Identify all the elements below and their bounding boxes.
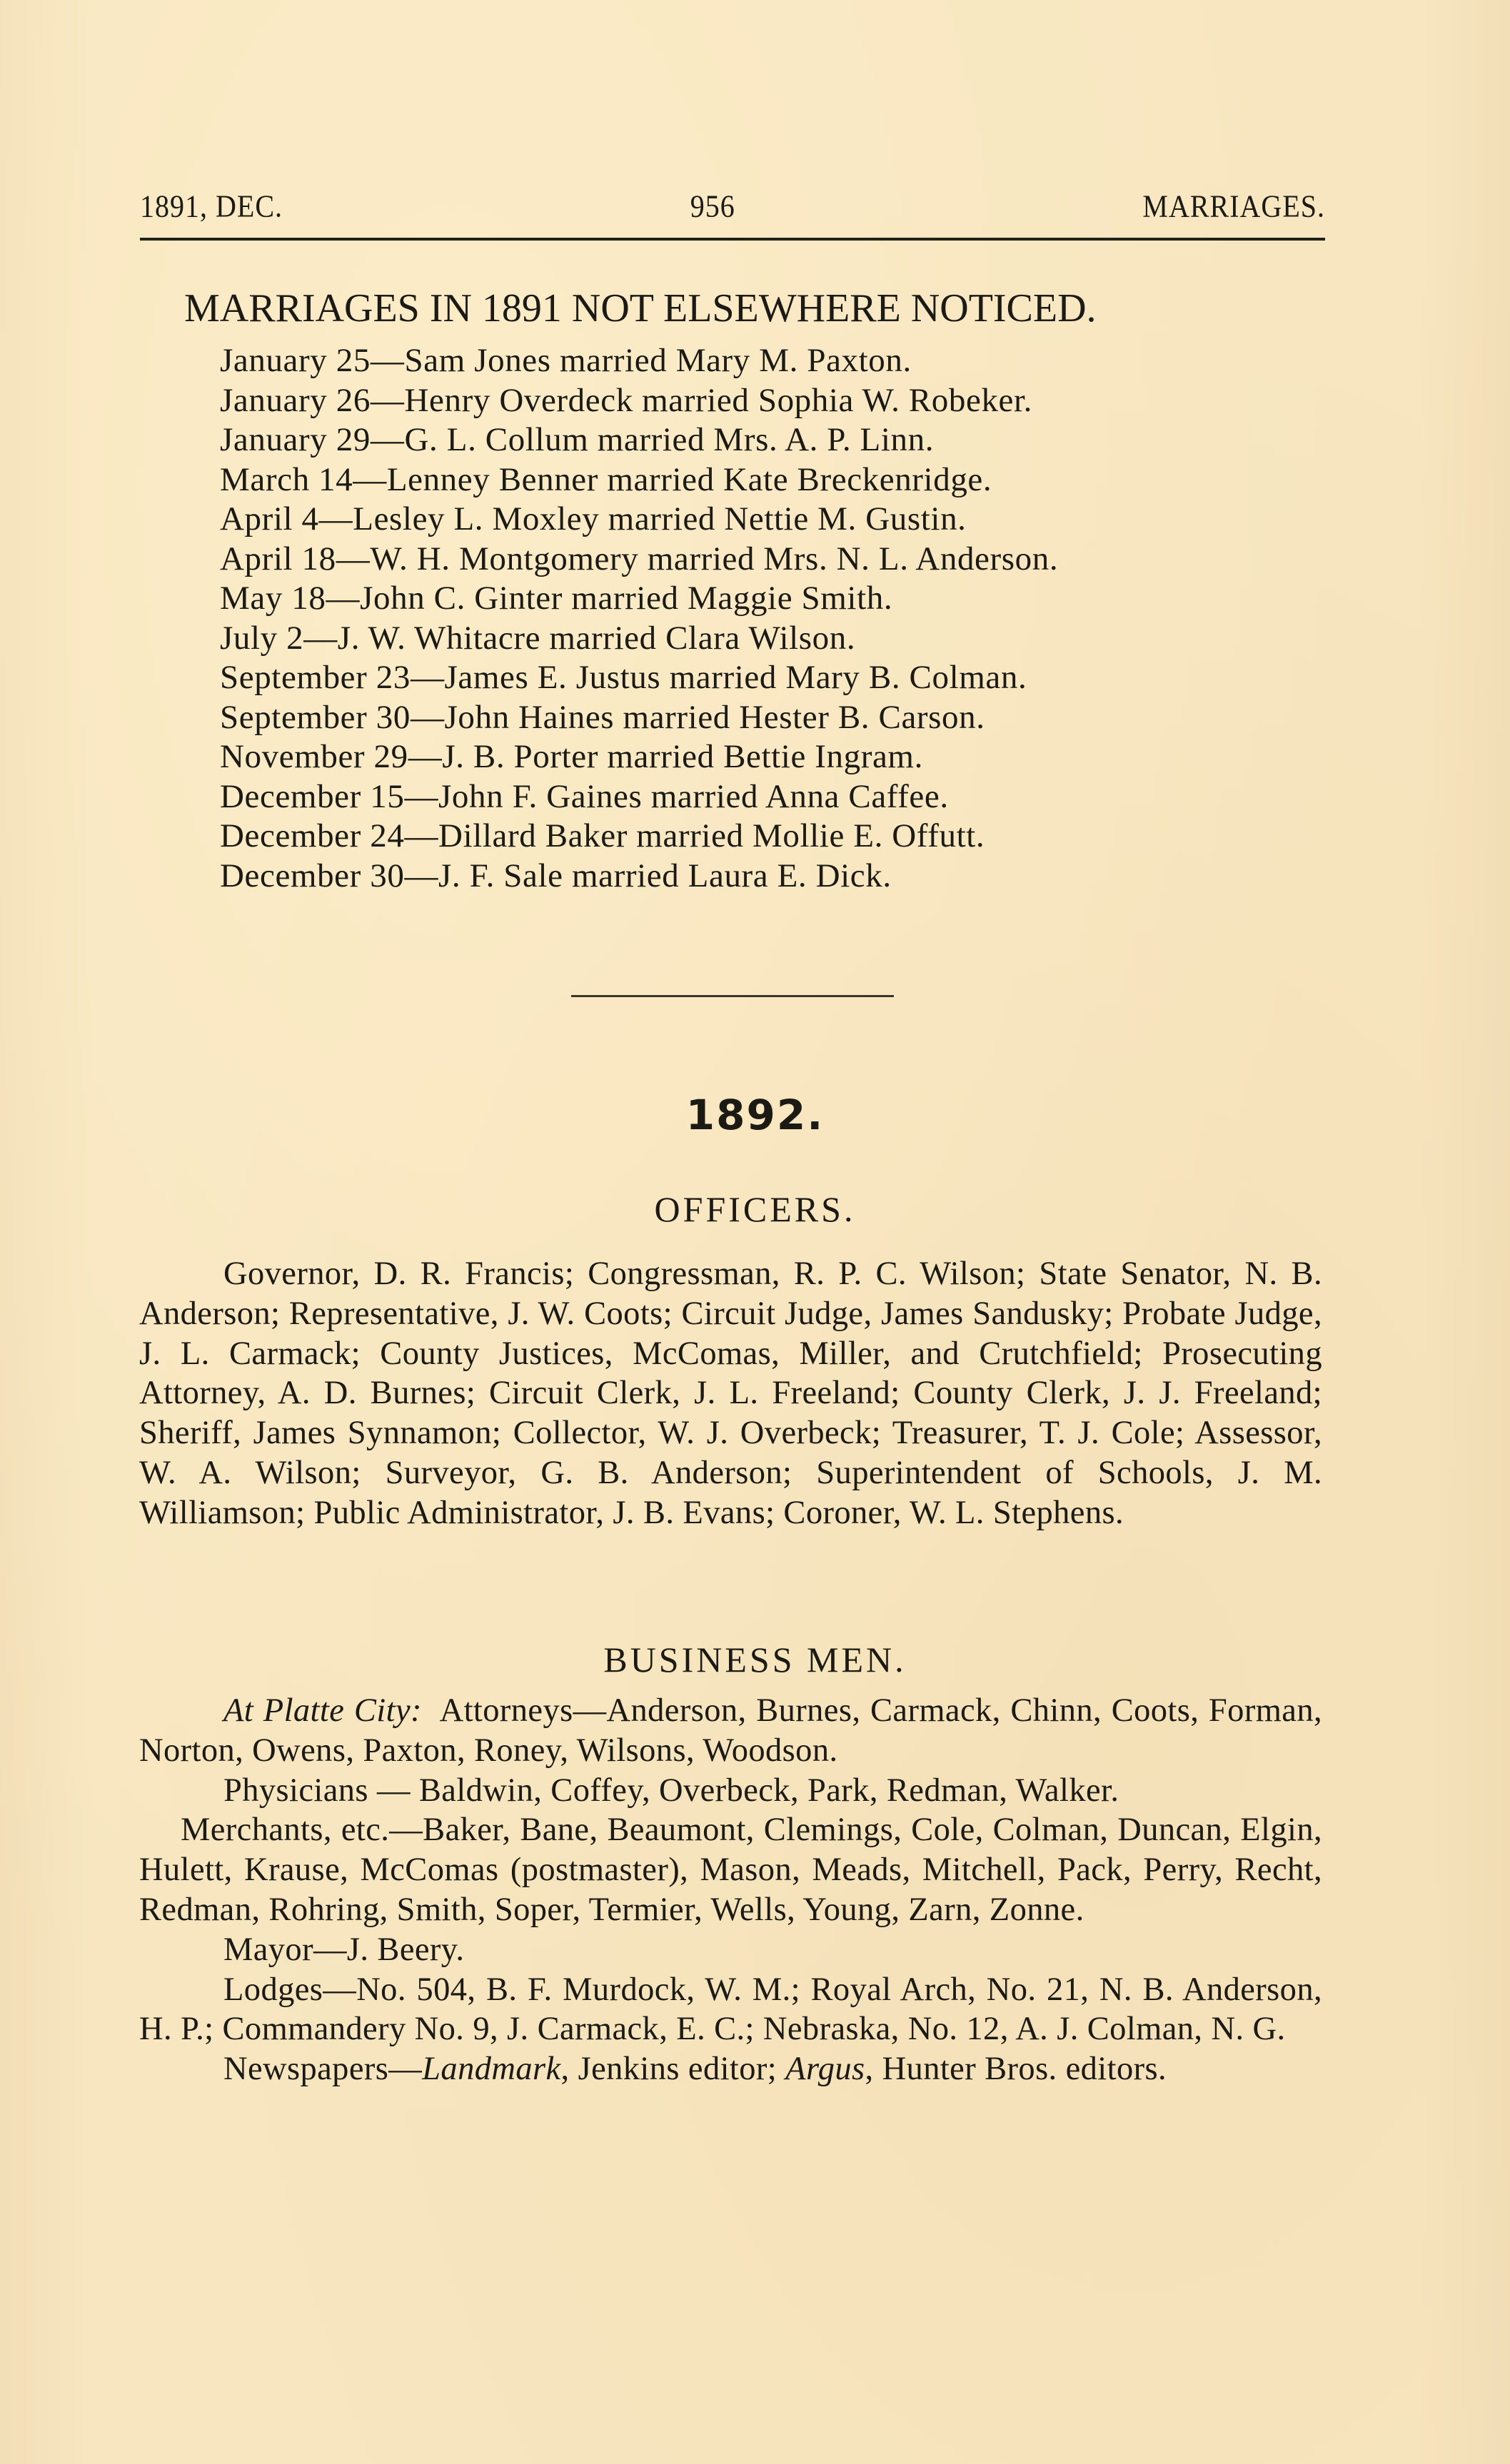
marriage-entry: March 14—Lenney Benner married Kate Breckenridge. <box>220 460 992 498</box>
officers-paragraph <box>139 1254 1322 1533</box>
marriage-entry: November 29—J. B. Porter married Bettie Ingram. <box>220 738 923 775</box>
attorneys-text: Attorneys—Anderson, Burnes, Carmack, Chinn, Coots, Forman, Norton, Owens, Paxton, Roney, Wilsons, Woodson. <box>139 1692 1322 1769</box>
marriage-entry: May 18—John C. Ginter married Maggie Smith. <box>220 580 893 617</box>
physicians-paragraph: Physicians — Baldwin, Coffey, Overbeck, Park, Redman, Walker. <box>223 1772 1119 1809</box>
page-number: 956 <box>690 188 735 224</box>
marriage-entry: January 26—Henry Overdeck married Sophia W. Robeker. <box>220 381 1033 419</box>
header-section: MARRIAGES. <box>1142 188 1325 224</box>
newspaper-argus-editor: , Hunter Bros. editors. <box>865 2051 1167 2088</box>
marriage-entry: December 24—Dillard Baker married Mollie E. Offutt. <box>220 817 985 854</box>
newspaper-landmark: Landmark <box>422 2051 561 2088</box>
business-heading: BUSINESS MEN. <box>603 1640 907 1680</box>
mayor-paragraph: Mayor—J. Beery. <box>223 1931 465 1968</box>
officers-heading: OFFICERS. <box>654 1189 856 1229</box>
running-header <box>140 187 1325 225</box>
merchants-paragraph: Merchants, etc.—Baker, Bane, Beaumont, Clemings, Cole, Colman, Duncan, Elgin, Hulett, Krause, McComas (postmaster), Mason, Meads, Mitchell, Pack, Perry, Recht, Redman, Rohring, Smith, Soper, Termier, Wells, Young, Zarn, Zonne. <box>139 1812 1322 1928</box>
attorneys-paragraph <box>139 1691 1322 1771</box>
year-heading: 1892. <box>685 1091 825 1139</box>
marriage-entry: July 2—J. W. Whitacre married Clara Wilson. <box>220 619 856 657</box>
marriage-entry: January 29—G. L. Collum married Mrs. A. P. Linn. <box>220 421 935 458</box>
marriage-entry: September 30—John Haines married Hester B. Carson. <box>220 698 985 736</box>
marriage-entry: April 4—Lesley L. Moxley married Nettie M. Gustin. <box>220 500 967 537</box>
location-label: At Platte City: <box>223 1692 422 1729</box>
business-men-list <box>139 1691 1322 2089</box>
marriage-entry: January 25—Sam Jones married Mary M. Paxton. <box>220 342 912 379</box>
marriage-entry: September 23—James E. Justus married Mary B. Colman. <box>220 659 1027 696</box>
marriage-list <box>220 341 1058 896</box>
newspaper-landmark-editor: , Jenkins editor; <box>560 2051 786 2088</box>
marriage-entry: April 18—W. H. Montgomery married Mrs. N. L. Anderson. <box>220 540 1059 577</box>
newspaper-argus: Argus <box>785 2051 865 2088</box>
marriages-title: MARRIAGES IN 1891 NOT ELSEWHERE NOTICED. <box>184 286 1097 330</box>
header-rule <box>140 238 1325 241</box>
marriage-entry: December 15—John F. Gaines married Anna Caffee. <box>220 777 949 815</box>
marriage-entry: December 30—J. F. Sale married Laura E. Dick. <box>220 857 892 894</box>
officers-text: Governor, D. R. Francis; Congressman, R. P. C. Wilson; State Senator, N. B. Anderson; Representative, J. W. Coots; Circuit Judge, James Sandusky; Probate Judge, J. L. Carmack; County Justices, McComas, Miller, and Crutchfield; Prosecuting Attorney, A. D. Burnes; Circuit Clerk, J. L. Freeland; County Clerk, J. J. Freeland; Sheriff, James Synnamon; Collector, W. J. Overbeck; Treasurer, T. J. Cole; Assessor, W. A. Wilson; Surveyor, G. B. Anderson; Superintendent of Schools, J. M. Williamson; Public Administrator, J. B. Evans; Coroner, W. L. Stephens. <box>139 1256 1322 1531</box>
newspapers-prefix: Newspapers— <box>223 2051 423 2088</box>
section-divider <box>571 995 894 997</box>
lodges-paragraph: Lodges—No. 504, B. F. Murdock, W. M.; Royal Arch, No. 21, N. B. Anderson, H. P.; Commandery No. 9, J. Carmack, E. C.; Nebraska, No. 12, A. J. Colman, N. G. <box>139 1971 1322 2048</box>
newspapers-paragraph <box>139 2049 1322 2089</box>
header-date: 1891, DEC. <box>140 188 283 224</box>
